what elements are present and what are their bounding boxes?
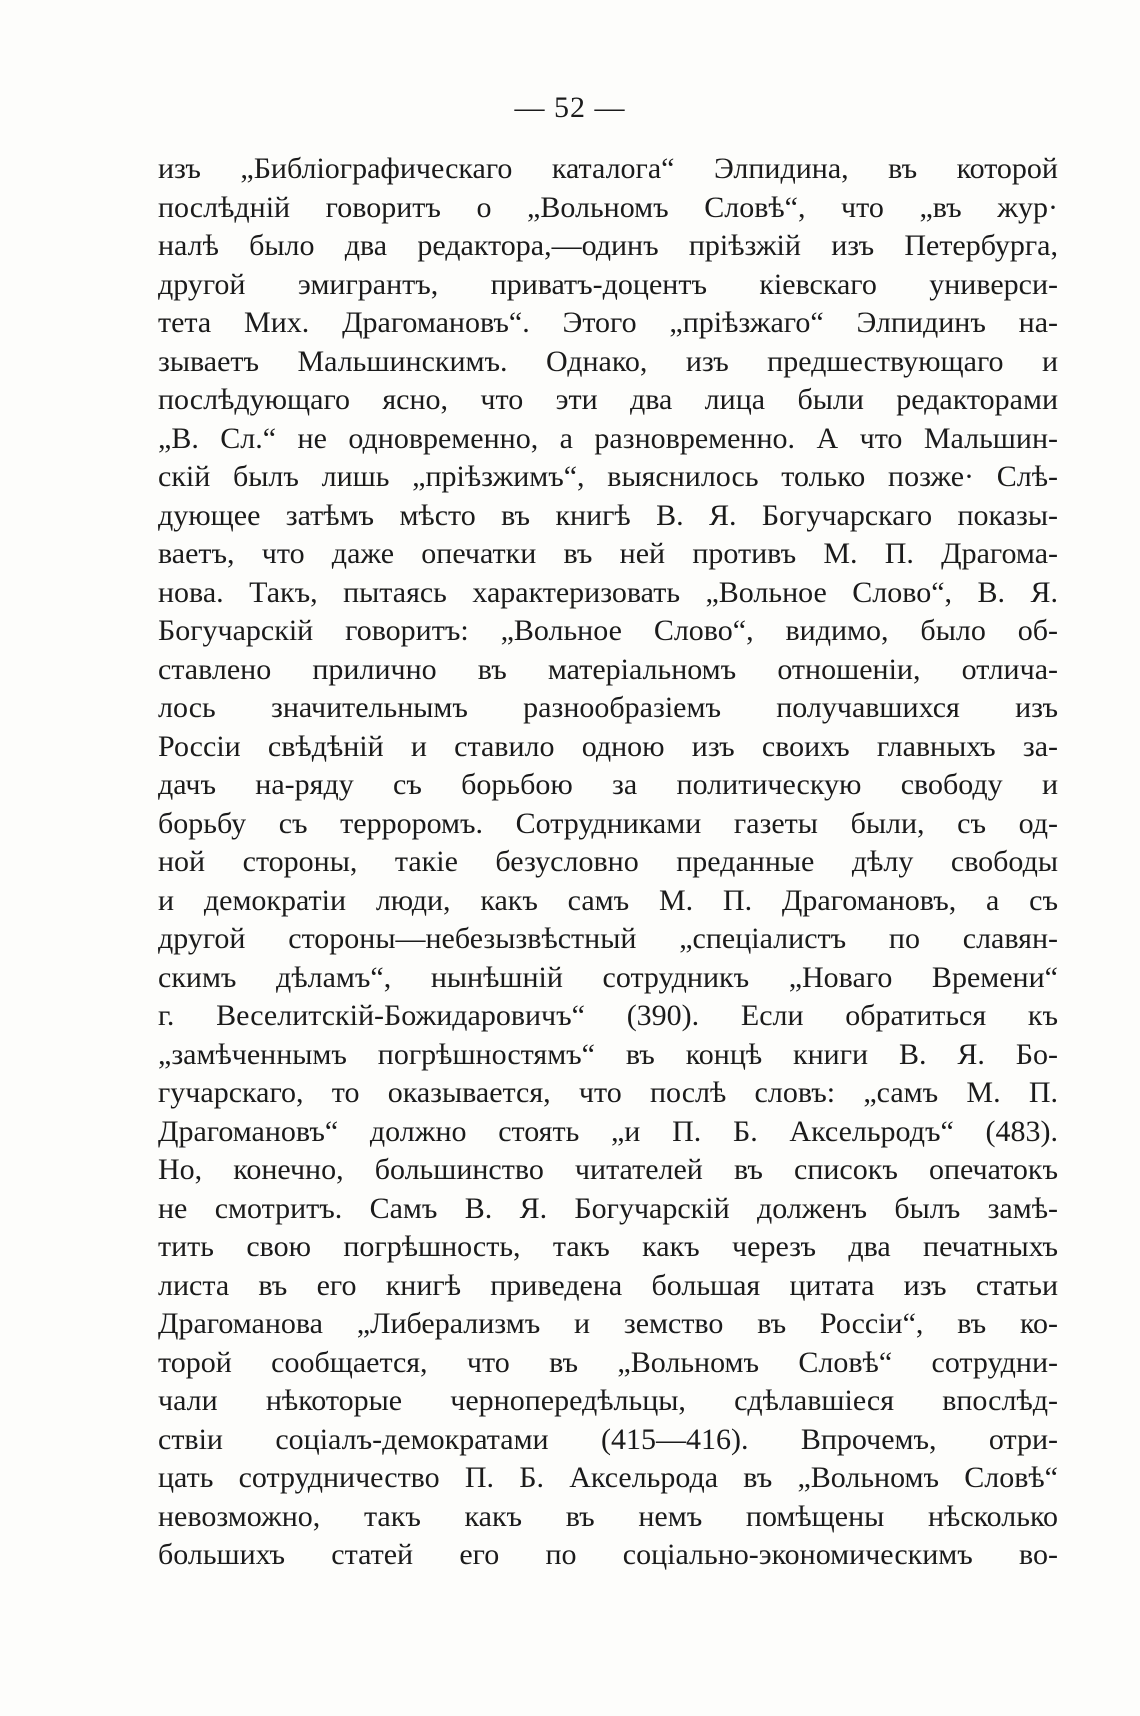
text-line: тить свою погрѣшность, такъ какъ черезъ два печатныхъ <box>158 1230 1058 1263</box>
text-line: Драгоманова „Либерализмъ и земство въ Россіи“, въ ко- <box>158 1307 1058 1340</box>
text-line: „В. Сл.“ не одновременно, а разновременно. А что Мальшин- <box>158 421 1058 455</box>
text-line: дачъ на-ряду съ борьбою за политическую свободу и <box>158 768 1058 801</box>
text-line: ставлено прилично въ матеріальномъ отношеніи, отлича- <box>158 652 1058 686</box>
text-line: Богучарскій говоритъ: „Вольное Слово“, видимо, было об- <box>158 614 1058 647</box>
text-line: дующее затѣмъ мѣсто въ книгѣ В. Я. Богучарскаго показы- <box>158 498 1058 532</box>
text-line: ваетъ, что даже опечатки въ ней противъ М. П. Драгома- <box>158 537 1058 570</box>
text-line: чали нѣкоторые чернопередѣльцы, сдѣлавшіеся впослѣд- <box>158 1384 1058 1417</box>
text-line: послѣдующаго ясно, что эти два лица были редакторами <box>158 383 1058 416</box>
text-line: листа въ его книгѣ приведена большая цитата изъ статьи <box>158 1268 1058 1302</box>
text-line: другой стороны—небезызвѣстный „спеціалистъ по славян- <box>158 922 1058 955</box>
text-line: „замѣченнымъ погрѣшностямъ“ въ концѣ книги В. Я. Бо- <box>158 1037 1058 1071</box>
text-line: гучарскаго, то оказывается, что послѣ словъ: „самъ М. П. <box>158 1076 1058 1109</box>
text-line: Драгомановъ“ должно стоять „и П. Б. Аксельродъ“ (483). <box>158 1114 1058 1148</box>
text-line: нова. Такъ, пытаясь характеризовать „Вольное Слово“, В. Я. <box>158 575 1058 609</box>
text-line: зываетъ Мальшинскимъ. Однако, изъ предшествующаго и <box>158 344 1058 378</box>
text-line: тета Мих. Драгомановъ“. Этого „пріѣзжаго“ Элпидинъ на- <box>158 306 1058 339</box>
text-line: скій былъ лишь „пріѣзжимъ“, выяснилось только позже· Слѣ- <box>158 460 1058 493</box>
text-line: скимъ дѣламъ“, нынѣшній сотрудникъ „Новаго Времени“ <box>158 960 1058 994</box>
text-line: не смотритъ. Самъ В. Я. Богучарскій долженъ былъ замѣ- <box>158 1191 1058 1225</box>
text-line: невозможно, такъ какъ въ немъ помѣщены нѣсколько <box>158 1499 1058 1533</box>
text-line: г. Веселитскій-Божидаровичъ“ (390). Если обратиться къ <box>158 999 1058 1032</box>
text-line: Россіи свѣдѣній и ставило одною изъ своихъ главныхъ за- <box>158 729 1058 763</box>
text-line: Но, конечно, большинство читателей въ списокъ опечатокъ <box>158 1153 1058 1186</box>
text-line: борьбу съ терроромъ. Сотрудниками газеты были, съ од- <box>158 806 1058 840</box>
text-line: торой сообщается, что въ „Вольномъ Словѣ“ сотрудни- <box>158 1345 1058 1379</box>
text-line: другой эмигрантъ, приватъ-доцентъ кіевскаго универси- <box>158 267 1058 301</box>
text-line: ной стороны, такіе безусловно преданные дѣлу свободы <box>158 845 1058 878</box>
text-line: большихъ статей его по соціально-экономическимъ во- <box>158 1538 1058 1571</box>
text-line: налѣ было два редактора,—одинъ пріѣзжій изъ Петербурга, <box>158 229 1058 262</box>
text-line: изъ „Библіографическаго каталога“ Элпидина, въ которой <box>158 152 1058 185</box>
text-line: и демократіи люди, какъ самъ М. П. Драгомановъ, а съ <box>158 883 1058 917</box>
page-number: — 52 — <box>514 91 626 124</box>
text-line: цать сотрудничество П. Б. Аксельрода въ „Вольномъ Словѣ“ <box>158 1461 1058 1494</box>
text-line: лось значительнымъ разнообразіемъ получавшихся изъ <box>158 691 1058 724</box>
body-text <box>158 150 1058 1575</box>
text-line: ствіи соціалъ-демократами (415—416). Впрочемъ, отри- <box>158 1422 1058 1456</box>
text-line: послѣдній говоритъ о „Вольномъ Словѣ“, что „въ жур· <box>158 190 1058 224</box>
